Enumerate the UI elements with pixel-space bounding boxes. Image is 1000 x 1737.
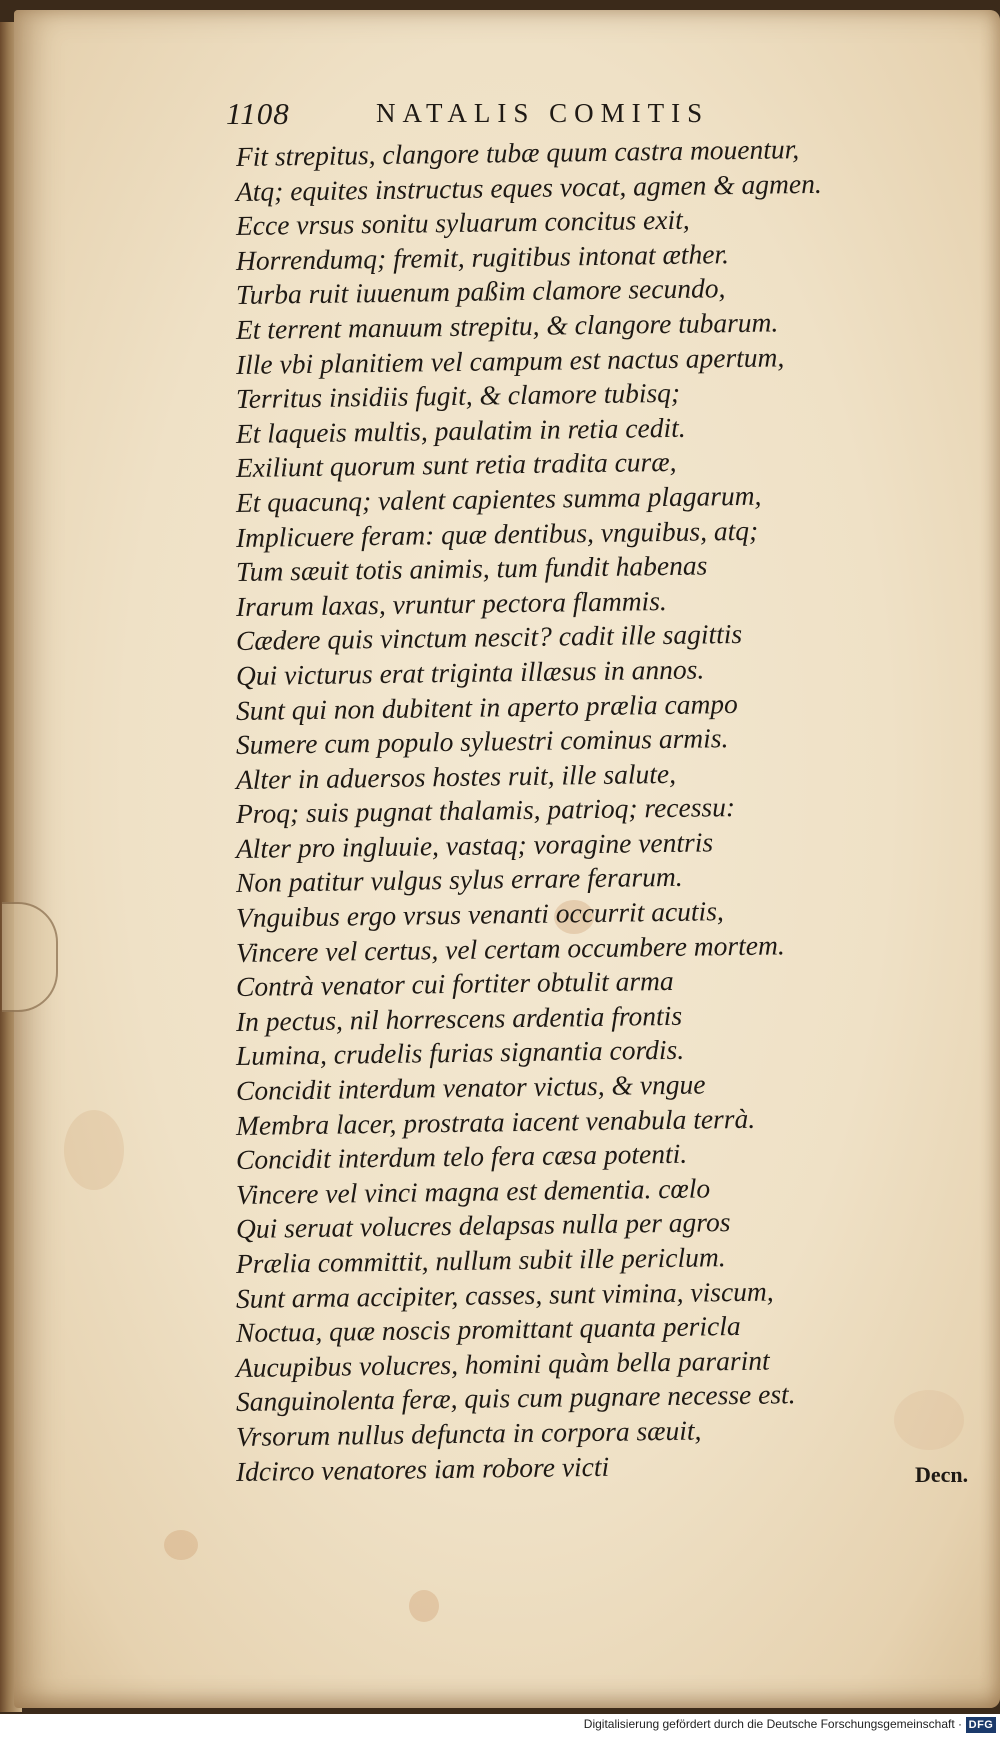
page-clasp	[2, 902, 58, 1012]
verse-line: Sunt arma accipiter, casses, sunt vimina, viscum,	[235, 1275, 774, 1314]
verse-line: Et quacunq; valent capientes summa plagarum,	[235, 479, 762, 518]
verse-line: Horrendumq; fremit, rugitibus intonat æther.	[235, 237, 730, 276]
verse-line: Ille vbi planitiem vel campum est nactus apertum,	[235, 340, 785, 380]
running-title: NATALIS COMITIS	[376, 98, 710, 128]
verse-line: Cædere quis vinctum nescit? cadit ille sagittis	[235, 618, 743, 657]
verse-line: Sunt qui non dubitent in aperto prælia campo	[235, 687, 739, 726]
verse-line: Proq; suis pugnat thalamis, patrioq; recessu:	[235, 791, 736, 830]
verse-line: Irarum laxas, vruntur pectora flammis.	[235, 584, 667, 622]
verse-line: Noctua, quæ noscis promittant quanta pericla	[235, 1310, 741, 1349]
verse-line: Contrà venator cui fortiter obtulit arma	[235, 965, 674, 1003]
verse-line: Alter in aduersos hostes ruit, ille salute,	[235, 757, 677, 795]
verse-line: Qui victurus erat triginta illæsus in annos.	[235, 653, 705, 691]
verse-line: Et terrent manuum strepitu, & clangore tubarum.	[235, 306, 779, 345]
verse-line: Tum sæuit totis animis, tum fundit habenas	[235, 549, 708, 588]
funding-credit: Digitalisierung gefördert durch die Deutsche Forschungsgemeinschaft ·	[583, 1717, 962, 1731]
foxing-stain	[409, 1590, 439, 1622]
verse-line: Territus insidiis fugit, & clamore tubisq;	[235, 376, 681, 415]
verse-line: Exiliunt quorum sunt retia tradita curæ,	[235, 446, 677, 484]
verse-line: Vincere vel vinci magna est dementia. cœlo	[235, 1172, 711, 1210]
verse-line: Concidit interdum telo fera cæsa potenti.	[235, 1137, 688, 1176]
verse-line: Vnguibus ergo vrsus venanti occurrit acutis,	[235, 895, 724, 934]
verse-line: Ecce vrsus sonitu syluarum concitus exit,	[235, 203, 690, 242]
verse-line: Qui seruat volucres delapsas nulla per agros	[235, 1206, 731, 1245]
verse-line: Lumina, crudelis furias signantia cordis.	[235, 1034, 685, 1072]
foxing-stain	[64, 1110, 124, 1190]
verse-line: Alter pro ingluuie, vastaq; voragine ventris	[235, 826, 714, 864]
digitization-footer	[0, 1714, 1000, 1737]
verse-line: Sanguinolenta feræ, quis cum pugnare necesse est.	[235, 1378, 796, 1418]
running-header	[226, 96, 826, 138]
verse-line: Sumere cum populo syluestri cominus armis.	[235, 722, 729, 761]
verse-line: Implicuere feram: quæ dentibus, vnguibus, atq;	[235, 514, 759, 553]
dfg-logo-icon: DFG	[966, 1717, 996, 1733]
verse-line: Et laqueis multis, paulatim in retia cedit.	[235, 411, 686, 449]
verse-line: Atq; equites instructus eques vocat, agmen & agmen.	[235, 167, 822, 207]
verse-line: Concidit interdum venator victus, & vngue	[235, 1068, 706, 1107]
verse-line: Idcirco venatores iam robore victi	[235, 1450, 610, 1487]
verse-line: Turba ruit iuuenum paßim clamore secundo,	[235, 272, 726, 311]
verse-line: Vincere vel certus, vel certam occumbere mortem.	[235, 928, 785, 968]
page-number: 1108	[226, 96, 290, 131]
verse-line: Aucupibus volucres, homini quàm bella pararint	[235, 1344, 770, 1383]
verse-text	[235, 133, 836, 1489]
verse-line: In pectus, nil horrescens ardentia frontis	[235, 999, 683, 1037]
foxing-stain	[164, 1530, 198, 1560]
verse-line: Membra lacer, prostrata iacent venabula terrà.	[235, 1102, 756, 1141]
verse-line: Prælia committit, nullum subit ille periclum.	[235, 1241, 726, 1279]
verse-line: Non patitur vulgus sylus errare ferarum.	[235, 861, 683, 899]
verse-line: Vrsorum nullus defuncta in corpora sæuit,	[235, 1414, 702, 1452]
foxing-stain	[894, 1390, 964, 1450]
catchword: Decn.	[915, 1462, 969, 1487]
verse-line: Fit strepitus, clangore tubæ quum castra mouentur,	[235, 133, 800, 172]
